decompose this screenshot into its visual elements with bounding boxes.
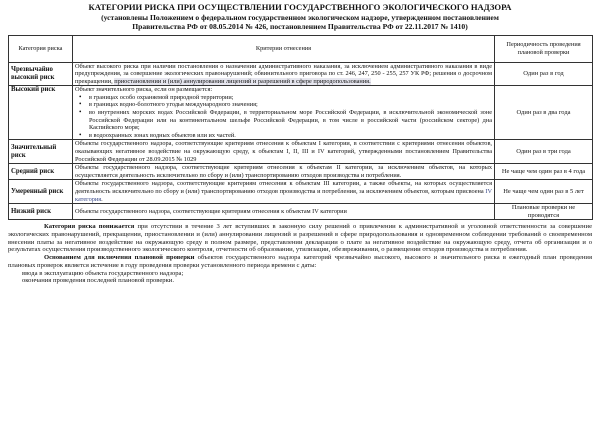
row-category: Значительный риск — [9, 140, 73, 164]
row-category: Умеренный риск — [9, 180, 73, 204]
row-periodicity: Один раз в три года — [495, 140, 593, 164]
header-category: Категория риска — [9, 35, 73, 62]
row-category: Средний риск — [9, 164, 73, 180]
risk-categories-table — [8, 35, 593, 221]
table-header-row — [9, 35, 593, 62]
document-page — [8, 0, 592, 424]
header-criteria: Критерии отнесения — [73, 35, 495, 62]
table-row — [9, 180, 593, 204]
basis-line: окончания проведения последней плановой проверки. — [22, 277, 174, 285]
document-body — [8, 223, 592, 285]
document-subtitle-line-1: (установлены Положением о федеральном государственном экологическом надзоре, утвержденном постановлением — [101, 12, 499, 22]
highlighted-text: приостановлении и (или) аннулировании лицензий и разрешений в сфере природопользования. — [114, 77, 371, 85]
row-criteria: Объекты государственного надзора, соответствующие критериям отнесения к объектам III категории, а также объекты, на которых осуществляется деятельность исключительно по сбору и (или) транспортированию отходов производства и потребления, за исключением объектов, которым присвоена IV категория. — [73, 180, 495, 204]
table-row — [9, 164, 593, 180]
row-periodicity: Плановые проверки не проводятся — [495, 204, 593, 220]
row-criteria: Объект высокого риска при наличии постановления о назначении административного наказания, за исключением административного наказания в виде предупреждения, за совершение экологических правонарушений; обвинительного приговора по ст. 246, 247, 250 - 255, 257 УК РФ; решения о досрочном прекращении, приостановлении и (или) аннулировании лицензий и разрешений в сфере природопользования. — [73, 62, 495, 86]
colored-text: IV категория — [75, 188, 492, 203]
row-category: Низкий риск — [9, 204, 73, 220]
criteria-bullet: • в границах водно-болотного угодья международного значения; — [75, 101, 492, 109]
criteria-bullet: • во внутренних морских водах Российской Федерации, в территориальном море Российской Федерации, в исключительной экономической зоне Российской Федерации или на континентальном шельфе Российской Федерации, в том числе в российской части (российском секторе) дна Каспийского моря; — [75, 109, 492, 132]
paragraph-risk-lowering: Категория риска понижается при отсутствии в течение 3 лет вступивших в законную силу решений о привлечении к административной и уголовной ответственности за совершение экологических правонарушений, прекращении, приостановлении и (или) аннулировании лицензий и разрешений в сфере природопользования и одновременном соблюдении требований о своевременном внесении платы за негативное воздействие на окружающую среду в полном размере, представлении декларации о плате за негативное воздействие на окружающую среду, отчета об организации и о результатах осуществления производственного экологического контроля, отчетности об образовании, утилизации, обезвреживании, о размещении отходов производства и потребления. — [8, 223, 592, 254]
row-periodicity: Не чаще чем один раз в 4 года — [495, 164, 593, 180]
basis-line: ввода в эксплуатацию объекта государственного надзора; — [22, 269, 184, 277]
row-criteria: Объекты государственного надзора, соответствующие критериям отнесения к объектам IV категории — [73, 204, 495, 220]
row-criteria — [73, 86, 495, 140]
table-row — [9, 204, 593, 220]
header-periodicity: Периодичность проведения плановой проверки — [495, 35, 593, 62]
paragraph-inspection-basis: Основанием для включения плановой проверки объектов государственного надзора категорий чрезвычайно высокого, высокого и значительного риска в ежегодный план проведения плановых проверок является истечение в году проведения проверки установленного периода времени с даты: — [8, 254, 592, 269]
row-criteria: Объекты государственного надзора, соответствующие критериям отнесения к объектам I категории, в соответствии с критериями отнесения объектов, оказывающих негативное воздействие на окружающую среду, к объектам I, II, III и IV категорий, утвержденными постановлением Правительства Российской Федерации от 28.09.2015 № 1029 — [73, 140, 495, 164]
table-row — [9, 62, 593, 86]
row-periodicity: Один раз в год — [495, 62, 593, 86]
document-subtitle-line-2: Правительства РФ от 08.05.2014 № 426, постановлением Правительства РФ от 22.11.2017 № 1410) — [132, 22, 468, 31]
criteria-bullet: • в водоохранных зонах водных объектов или их частей. — [75, 132, 492, 140]
row-periodicity: Один раз в два года — [495, 86, 593, 140]
table-row — [9, 140, 593, 164]
document-title: КАТЕГОРИИ РИСКА ПРИ ОСУЩЕСТВЛЕНИИ ГОСУДАРСТВЕННОГО ЭКОЛОГИЧЕСКОГО НАДЗОРА — [88, 2, 512, 12]
document-header — [8, 0, 592, 32]
row-criteria: Объекты государственного надзора, соответствующие критериям отнесения к объектам II категории, за исключением объектов, на которых осуществляется деятельность исключительно по сбору и (или) транспортированию отходов производства и потребления. — [73, 164, 495, 180]
row-category: Чрезвычайно высокий риск — [9, 62, 73, 86]
row-periodicity: Не чаще чем один раз в 5 лет — [495, 180, 593, 204]
row-category: Высокий риск — [9, 86, 73, 140]
criteria-intro: Объект значительного риска, если он размещается: — [75, 86, 213, 94]
criteria-bullet: • в границах особо охраняемой природной территории; — [75, 94, 492, 102]
table-row — [9, 86, 593, 140]
